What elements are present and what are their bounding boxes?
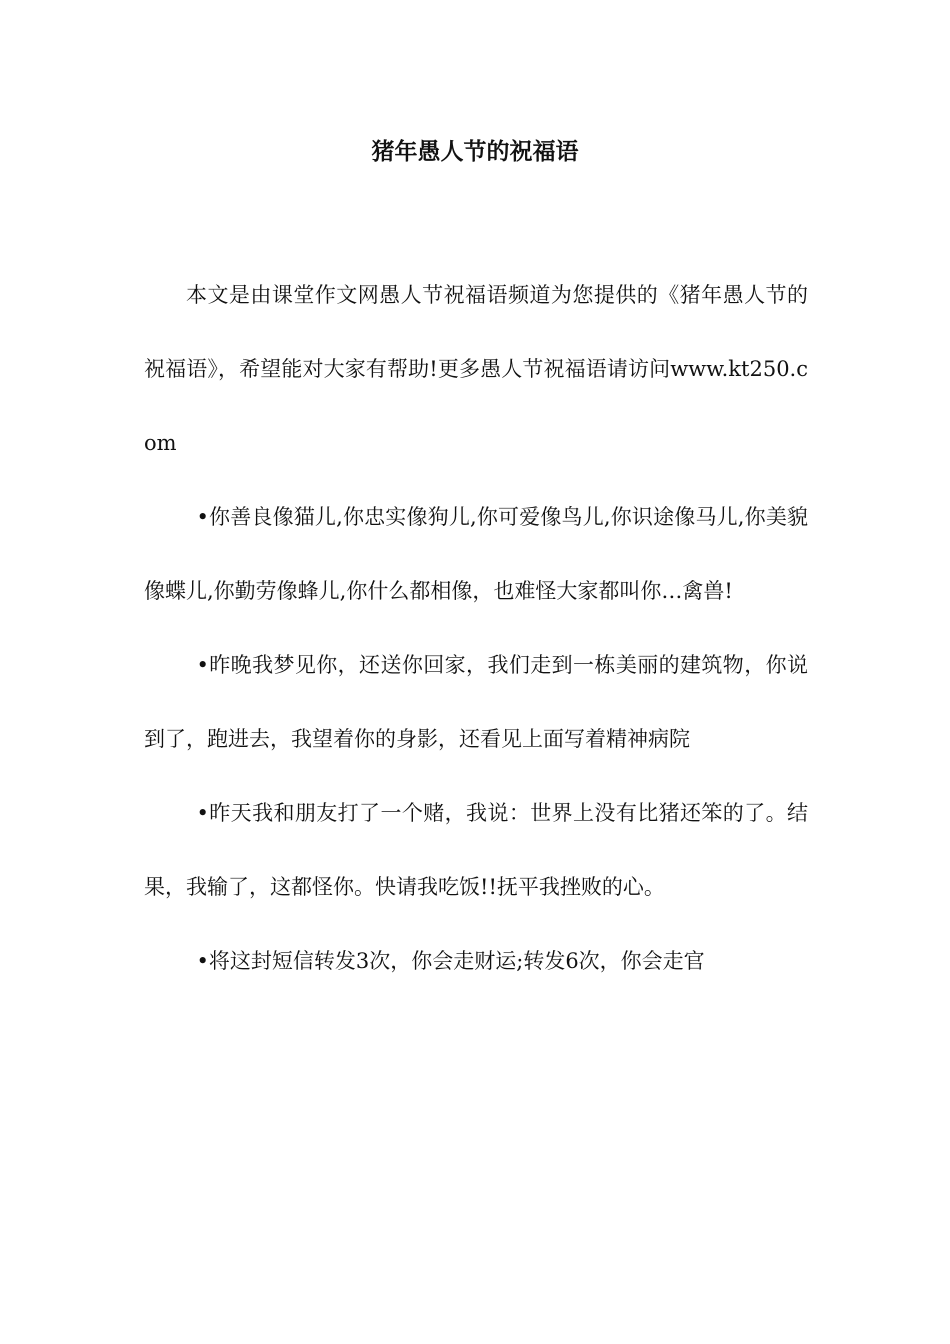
intro-paragraph: 本文是由课堂作文网愚人节祝福语频道为您提供的《猪年愚人节的祝福语》，希望能对大家有帮助!更多愚人节祝福语请访问www.kt250.com	[144, 283, 808, 455]
document-body	[144, 258, 808, 998]
greeting-paragraph-3: •昨天我和朋友打了一个赌，我说：世界上没有比猪还笨的了。结果，我输了，这都怪你。快请我吃饭!!抚平我挫败的心。	[144, 801, 808, 899]
greeting-paragraph-1: •你善良像猫儿,你忠实像狗儿,你可爱像鸟儿,你识途像马儿,你美貌像蝶儿,你勤劳像蜂儿,你什么都相像，也难怪大家都叫你…禽兽!	[144, 505, 808, 603]
greeting-paragraph-4: •将这封短信转发3次，你会走财运;转发6次，你会走官	[196, 949, 705, 973]
greeting-paragraph-2: •昨晚我梦见你，还送你回家，我们走到一栋美丽的建筑物，你说到了，跑进去，我望着你的身影，还看见上面写着精神病院	[144, 653, 808, 751]
document-title: 猪年愚人节的祝福语	[371, 139, 579, 165]
